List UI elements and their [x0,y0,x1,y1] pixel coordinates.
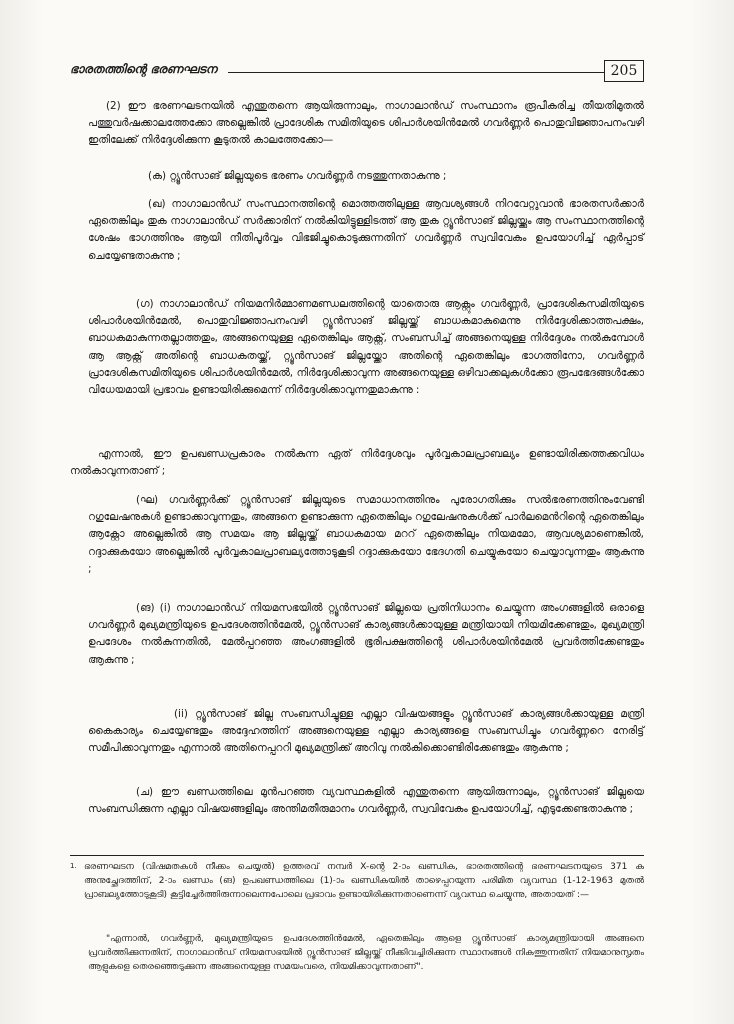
clause-ka: (ക) റ്റ്യൂൻസാങ് ജില്ലയുടെ ഭരണം ഗവർണ്ണർ നടത്തുന്നതാകുന്നു ; [148,170,447,182]
footnote-quote: "എന്നാൽ, ഗവർണ്ണർ, മുഖ്യമന്ത്രിയുടെ ഉപദേശത്തിൻമേൽ, ഏതെങ്കിലും ആളെ റ്റ്യൂൻസാങ് കാര്യമന്ത്രിയായി അങ്ങനെ പ്രവർത്തിക്കുന്നതിന്, നാഗാലാൻഡ് നിയമസഭയിൽ റ്റ്യൂൻസാങ് ജില്ലയ്ക്ക് നീക്കിവച്ചിരിക്കുന്ന സ്ഥാനങ്ങൾ നികത്തുന്നതിന് നിയമാനുസൃതം ആളുകളെ തെരഞ്ഞെടുക്കുന്ന അങ്ങനെയുള്ള സമയംവരെ, നിയമിക്കാവുന്നതാണ്". [88,934,644,973]
clause-cha: (ച) ഈ ഖണ്ഡത്തിലെ മുൻപറഞ്ഞ വ്യവസ്ഥകളിൽ എന്തുതന്നെ ആയിരുന്നാലും, റ്റ്യൂൻസാങ് ജില്ലയെ സംബന്ധിക്കുന്ന എല്ലാ വിഷയങ്ങളിലും അന്തിമതീരുമാനം ഗവർണ്ണർ, സ്വവിവേകം ഉപയോഗിച്ച്, എടുക്കേണ്ടതാകുന്നു ; [88,786,644,816]
clause-gha: (ഘ) ഗവർണ്ണർക്ക് റ്റ്യൂൻസാങ് ജില്ലയുടെ സമാധാനത്തിനും പുരോഗതിക്കും സൽഭരണത്തിനുംവേണ്ടി റഗുലേഷനുകൾ ഉണ്ടാക്കാവുന്നതും, അങ്ങനെ ഉണ്ടാക്കുന്ന ഏതെങ്കിലും റഗുലേഷനുകൾക്ക് പാർലമെൻറിന്റെ ഏതെങ്കിലും ആക്റ്റോ അല്ലെങ്കിൽ ആ സമയം ആ ജില്ലയ്ക്ക് ബാധകമായ മററ് ഏതെങ്കിലും നിയമമോ, ആവശ്യമാണെങ്കിൽ, റദ്ദാക്കുകയോ അല്ലെങ്കിൽ പൂർവ്വകാലപ്രാബല്യത്തോടുകൂടി റദ്ദാക്കുകയോ ഭേദഗതി ചെയ്യുകയോ ചെയ്യാവുന്നതും ആകുന്നു ; [88,494,644,575]
running-head: ഭാരതത്തിന്റെ ഭരണഘടന [70,62,217,76]
clause-nga-ii: (ii) റ്റ്യൂൻസാങ് ജില്ല സംബന്ധിച്ചുള്ള എല്ലാ വിഷയങ്ങളും റ്റ്യൂൻസാങ് കാര്യങ്ങൾക്കായുള്ള മന്ത്രി കൈകാര്യം ചെയ്യേണ്ടതും അദ്ദേഹത്തിന് അങ്ങനെയുള്ള എല്ലാ കാര്യങ്ങളെ സംബന്ധിച്ചും ഗവർണ്ണറെ നേരിട്ട് സമീപിക്കാവുന്നതും എന്നാൽ അതിനെപ്പററി മുഖ്യമന്ത്രിക്ക് അറിവു നൽകിക്കൊണ്ടിരിക്കേണ്ടതും ആകുന്നു ; [88,708,644,755]
clause-ga: (ഗ) നാഗാലാൻഡ് നിയമനിർമ്മാണമണ്ഡലത്തിന്റെ യാതൊരു ആക്റ്റും ഗവർണ്ണർ, പ്രാദേശികസമിതിയുടെ ശിപാർശയിൻമേൽ, പൊതുവിജ്ഞാപനംവഴി റ്റ്യൂൻസാങ് ജില്ലയ്ക്ക് ബാധകമാകുമെന്നു നിർദ്ദേശിക്കാത്തപക്ഷം, ബാധകമാകുന്നതല്ലാത്തതും, അങ്ങനെയുള്ള ഏതെങ്കിലും ആക്റ്റ്, സംബന്ധിച്ച് അങ്ങനെയുള്ള നിർദ്ദേശം നൽകുമ്പോൾ ആ ആക്റ്റ് അതിന്റെ ബാധകതയ്ക്ക്, റ്റ്യൂൻസാങ് ജില്ലയ്ക്കോ അതിന്റെ ഏതെങ്കിലും ഭാഗത്തിനോ, ഗവർണ്ണർ പ്രാദേശികസമിതിയുടെ ശിപാർശയിൻമേൽ, നിർദ്ദേശിക്കാവുന്ന അങ്ങനെയുള്ള ഒഴിവാക്കലുകൾക്കോ രൂപഭേദങ്ങൾക്കോ വിധേയമായി പ്രഭാവം ഉണ്ടായിരിക്കുമെന്ന് നിർദ്ദേശിക്കാവുന്നതുമാകുന്നു : [88,298,644,397]
clause-nga-i: (ങ) (i) നാഗാലാൻഡ് നിയമസഭയിൽ റ്റ്യൂൻസാങ് ജില്ലയെ പ്രതിനിധാനം ചെയ്യുന്ന അംഗങ്ങളിൽ ഒരാളെ ഗവർണ്ണർ മുഖ്യമന്ത്രിയുടെ ഉപദേശത്തിൻമേൽ, റ്റ്യൂൻസാങ് കാര്യങ്ങൾക്കായുള്ള മന്ത്രിയായി നിയമിക്കേണ്ടതും, മുഖ്യമന്ത്രി ഉപദേശം നൽകുന്നതിൽ, മേൽപ്പറഞ്ഞ അംഗങ്ങളിൽ ഭൂരിപക്ഷത്തിന്റെ ശിപാർശയിൻമേൽ പ്രവർത്തിക്കേണ്ടതും ആകുന്നു ; [88,602,644,666]
clause-kha: (ഖ) നാഗാലാൻഡ് സംസ്ഥാനത്തിന്റെ മൊത്തത്തിലുള്ള ആവശ്യങ്ങൾ നിറവേറ്റുവാൻ ഭാരതസർക്കാർ ഏതെങ്കിലും തുക നാഗാലാൻഡ് സർക്കാരിന് നൽകിയിട്ടുള്ളിടത്ത് ആ തുക റ്റ്യൂൻസാങ് ജില്ലയ്ക്കും ആ സംസ്ഥാനത്തിന്റെ ശേഷം ഭാഗത്തിനും ആയി നീതിപൂർവ്വം വിഭജിച്ചുകൊടുക്കുന്നതിന് ഗവർണ്ണർ സ്വവിവേകം ഉപയോഗിച്ച് ഏർപ്പാട് ചെയ്യേണ്ടതാകുന്നു ; [88,198,644,262]
proviso: എന്നാൽ, ഈ ഉപഖണ്ഡപ്രകാരം നൽകുന്ന ഏത് നിർദ്ദേശവും പൂർവ്വകാലപ്രാബല്യം ഉണ്ടായിരിക്കത്തക്കവിധം നൽകാവുന്നതാണ് ; [70,448,644,478]
footnote-text: ഭരണഘടന (വിഷമതകൾ നീക്കം ചെയ്യൽ) ഉത്തരവ് നമ്പർ X-ന്റെ 2-ാം ഖണ്ഡിക, ഭാരതത്തിന്റെ ഭരണഘടനയുടെ 371 ക അനുച്ഛേദത്തിന്, 2-ാം ഖണ്ഡം (ങ) ഉപഖണ്ഡത്തിലെ (1)-ാം ഖണ്ഡികയിൽ താഴെപ്പറയുന്ന പരിമിത വ്യവസ്ഥ (1-12-1963 മുതൽ പ്രാബല്യത്തോടുകൂടി) കൂട്ടിച്ചേർത്തിരുന്നാലെന്നപോലെ പ്രഭാവം ഉണ്ടായിരിക്കുന്നതാണെന്ന് വ്യവസ്ഥ ചെയ്യുന്നു, അതായത് :— [84,862,644,901]
page-header [70,60,644,84]
footnote-marker: 1. [70,862,77,870]
paragraph-2: (2) ഈ ഭരണഘടനയിൽ എന്തുതന്നെ ആയിരുന്നാലും, നാഗാലാൻഡ് സംസ്ഥാനം രൂപീകരിച്ച തീയതിമുതൽ പത്തുവർഷക്കാലത്തേക്കോ അല്ലെങ്കിൽ പ്രാദേശിക സമിതിയുടെ ശിപാർശയിൻമേൽ ഗവർണ്ണർ പൊതുവിജ്ഞാപനംവഴി ഇതിലേക്ക് നിർദ്ദേശിക്കുന്ന കൂടുതൽ കാലത്തേക്കോ— [88,100,644,147]
page-number: 205 [604,60,644,82]
footnote-rule [70,855,644,856]
header-rule [228,72,604,73]
